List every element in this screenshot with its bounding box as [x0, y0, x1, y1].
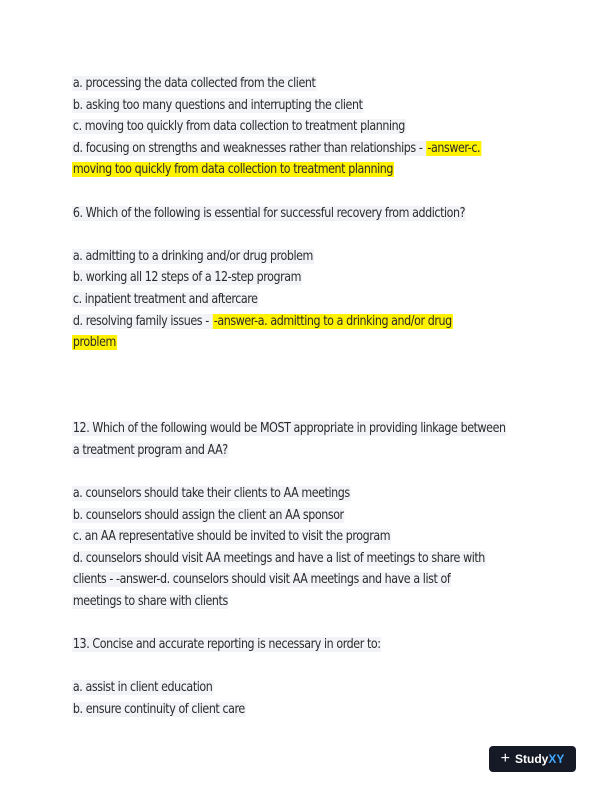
document-page [72, 73, 542, 721]
q13-option-a: a. assist in client education [72, 680, 213, 696]
q12-option-d-cont2: meetings to share with clients [72, 594, 228, 610]
q12-option-a: a. counselors should take their clients to AA meetings [72, 486, 350, 502]
q6-option-b: b. working all 12 steps of a 12-step program [72, 270, 302, 286]
q12-option-d: d. counselors should visit AA meetings and have a list of meetings to share with [72, 550, 485, 566]
q5-option-a: a. processing the data collected from the client [72, 76, 316, 91]
q6-answer-highlight-cont: problem [72, 335, 116, 351]
q5-answer-highlight: -answer-c. [427, 140, 481, 156]
q12-option-d-cont: clients - -answer-d. counselors should visit AA meetings and have a list of [72, 572, 451, 588]
q12-option-b: b. counselors should assign the client an AA sponsor [72, 507, 344, 523]
q12-question: 12. Which of the following would be MOST appropriate in providing linkage between [72, 421, 506, 437]
q5-option-d: d. focusing on strengths and weaknesses rather than relationships - -answer-c. [72, 140, 481, 156]
q6-option-a: a. admitting to a drinking and/or drug problem [72, 248, 313, 264]
studyxy-logo-badge[interactable] [489, 746, 576, 772]
q5-answer-line [72, 159, 504, 181]
q13-option-b: b. ensure continuity of client care [72, 702, 245, 718]
brand-main: Study [514, 752, 549, 766]
plus-icon: + [500, 750, 510, 767]
q13-question: 13. Concise and accurate reporting is necessary in order to: [72, 637, 381, 653]
q5-option-c: c. moving too quickly from data collection to treatment planning [72, 119, 405, 135]
q6-question: 6. Which of the following is essential for successful recovery from addiction? [72, 205, 466, 221]
q6-option-d: d. resolving family issues - -answer-a. admitting to a drinking and/or drug [72, 313, 452, 329]
brand-accent: XY [548, 752, 565, 766]
q5-answer-highlight-cont: moving too quickly from data collection to treatment planning [72, 162, 393, 178]
q6-option-c: c. inpatient treatment and aftercare [72, 291, 258, 307]
q6-answer-highlight: -answer-a. admitting to a drinking and/or drug [213, 313, 452, 329]
q6-answer-line [72, 332, 504, 354]
q12-question-cont: a treatment program and AA? [72, 442, 228, 458]
q5-option-b: b. asking too many questions and interrupting the client [72, 97, 363, 113]
q12-option-c: c. an AA representative should be invited to visit the program [72, 529, 391, 545]
